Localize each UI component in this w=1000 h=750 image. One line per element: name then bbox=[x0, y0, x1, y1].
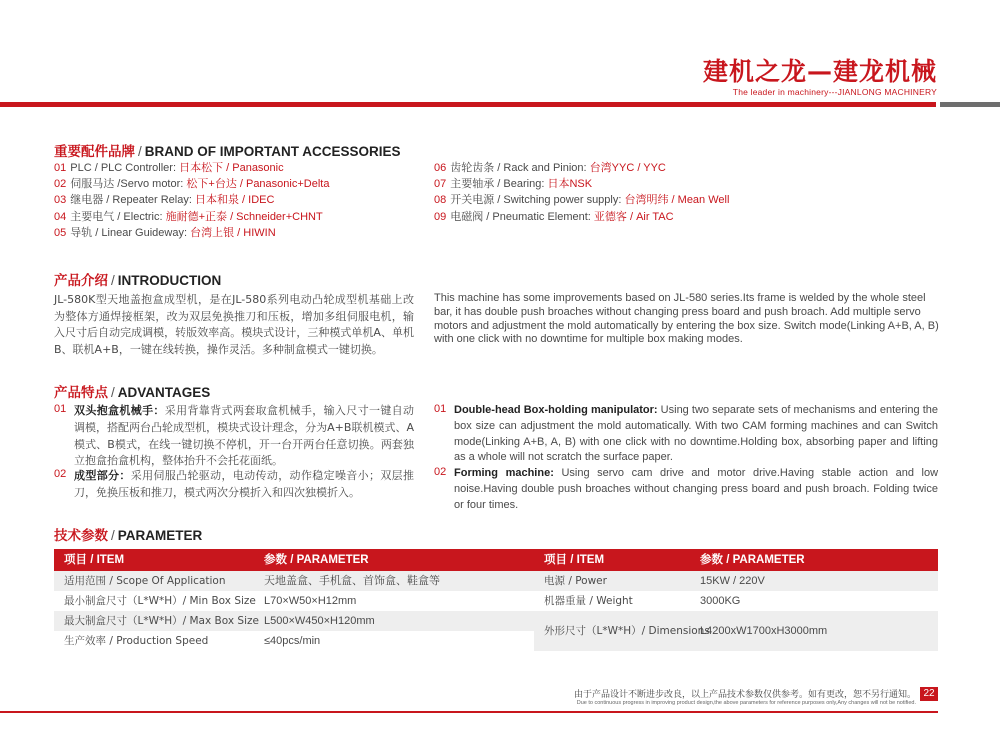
parameter-table bbox=[54, 549, 938, 647]
parameter-heading-en: PARAMETER bbox=[117, 528, 203, 543]
advantage-cn-item: 02 成型部分：采用伺服凸轮驱动，电动传动，动作稳定噪音小；双层推刀，免换压板和推刀，模式两次分模折入和四次独模折入。 bbox=[54, 468, 415, 499]
parameter-heading: 技术参数 / PARAMETER bbox=[54, 528, 203, 544]
footer-red-bar bbox=[0, 711, 938, 713]
brand-slogan-en: The leader in machinery---JIANLONG MACHINERY bbox=[732, 87, 937, 97]
header-gray-bar bbox=[940, 102, 1000, 107]
advantage-en-item: 02 Forming machine: Using servo cam drive and motor drive.Having stable action and low noise.Having double push broaches without changing press board and push broach. Folding twice or four times. bbox=[434, 466, 939, 511]
advantage-cn-item: 01 双头抱盒机械手：采用背靠背式两套取盒机械手，输入尺寸一键自动调模，搭配两台凸轮成型机，模块式设计理念，分为A+B联机模式、A模式、B模式，在线一键切换不停机，开一台开两台任意切换。两套独立抱盒抬盒机构，整体抬升不会托花面纸。 bbox=[54, 403, 415, 468]
table-row: 电源 / Power 15KW / 220V bbox=[534, 571, 938, 591]
parameter-left-block bbox=[54, 571, 534, 651]
introduction-heading-cn: 产品介绍 bbox=[54, 273, 108, 289]
header-red-bar bbox=[0, 102, 936, 107]
introduction-heading: 产品介绍 / INTRODUCTION bbox=[54, 273, 222, 289]
table-row: 生产效率 / Production Speed ≤40pcs/min bbox=[64, 635, 321, 647]
accessories-heading-en: BRAND OF IMPORTANT ACCESSORIES bbox=[144, 144, 401, 159]
accessory-item: 03 继电器 / Repeater Relay: 日本和泉 / IDEC bbox=[54, 194, 275, 207]
header-item: 项目 / ITEM bbox=[544, 554, 605, 566]
table-row: 最小制盒尺寸（L*W*H）/ Min Box Size L70×W50×H12mm bbox=[64, 595, 357, 607]
footer-note-en: Due to continuous progress in improving product design,the above parameters for reference purposes only,Any changes will not be notified. bbox=[576, 700, 916, 706]
introduction-text-en: This machine has some improvements based on JL-580 series.Its frame is welded by the whole steel bar, it has double push broaches without changing press board and push broach. Add multiple servo motors and adjustment the mold automatically by entering the box size. Switch mode(Linking A+B, A, B) with one click with no downtime for multiple box making modes. bbox=[434, 292, 939, 346]
advantages-heading-cn: 产品特点 bbox=[54, 385, 108, 401]
header-parameter: 参数 / PARAMETER bbox=[700, 554, 805, 566]
header-parameter: 参数 / PARAMETER bbox=[264, 554, 369, 566]
accessory-item: 07 主要轴承 / Bearing: 日本NSK bbox=[434, 178, 593, 191]
advantage-en-item: 01 Double-head Box-holding manipulator: Using two separate sets of mechanisms and entering the box size can adjustment the mold automatically. With two CAM forming machines and can Switch mode(Linking A+B, A, B) with one click with no downtime.Holding box, absorbing paper and lifting as a whole will not scratch the surface paper. bbox=[434, 403, 938, 464]
accessory-item: 05 导轨 / Linear Guideway: 台湾上银 / HIWIN bbox=[54, 226, 276, 239]
accessories-heading: 重要配件品牌 / BRAND OF IMPORTANT ACCESSORIES bbox=[54, 144, 401, 160]
parameter-heading-cn: 技术参数 bbox=[54, 528, 108, 544]
parameter-right-block bbox=[534, 571, 938, 651]
table-row: 机器重量 / Weight 3000KG bbox=[544, 595, 741, 607]
advantages-heading-en: ADVANTAGES bbox=[117, 385, 211, 400]
accessory-item: 04 主要电气 / Electric: 施耐德+正泰 / Schneider+CHNT bbox=[54, 210, 323, 223]
accessories-heading-cn: 重要配件品牌 bbox=[54, 144, 135, 160]
page-number: 22 bbox=[920, 687, 938, 701]
accessory-item: 08 开关电源 / Switching power supply: 台湾明纬 / Mean Well bbox=[434, 194, 730, 207]
introduction-heading-en: INTRODUCTION bbox=[117, 273, 222, 288]
footer-note-cn: 由于产品设计不断进步改良，以上产品技术参数仅供参考。如有更改，恕不另行通知。 bbox=[573, 690, 916, 700]
accessories-list-left bbox=[54, 160, 329, 241]
accessories-list-right bbox=[434, 160, 729, 225]
table-row: 外形尺寸（L*W*H）/ Dimensions L4200xW1700xH3000mm bbox=[534, 611, 938, 651]
table-row: 适用范围 / Scope Of Application 天地盖盒、手机盒、首饰盒、鞋盒等 bbox=[54, 571, 534, 591]
advantages-heading: 产品特点 / ADVANTAGES bbox=[54, 385, 211, 401]
parameter-table-header bbox=[54, 549, 938, 571]
introduction-text-cn: JL-580K型天地盖抱盒成型机，是在JL-580系列电动凸轮成型机基础上改为整体方通焊接框架，改为双层免换推刀和压板，增加多组伺服电机，输入尺寸后自动完成调模，转版效率高。模块式设计，三种模式单机A、单机B、联机A+B，一键在线转换，操作灵活。多种制盒模式一键切换。 bbox=[54, 293, 414, 356]
accessory-item: 01 PLC / PLC Controller: 日本松下 / Panasonic bbox=[54, 162, 284, 174]
brand-title-cn: 建机之龙—建龙机械 bbox=[702, 57, 937, 86]
accessory-item: 06 齿轮齿条 / Rack and Pinion: 台湾YYC / YYC bbox=[434, 162, 666, 174]
accessory-item: 02 伺服马达 /Servo motor: 松下+台达 / Panasonic+Delta bbox=[54, 178, 330, 191]
table-row: 最大制盒尺寸（L*W*H）/ Max Box Size L500×W450×H120mm bbox=[54, 611, 534, 631]
header-item: 项目 / ITEM bbox=[64, 554, 125, 566]
brand bbox=[703, 58, 937, 97]
accessory-item: 09 电磁阀 / Pneumatic Element: 亚德客 / Air TAC bbox=[434, 210, 674, 223]
